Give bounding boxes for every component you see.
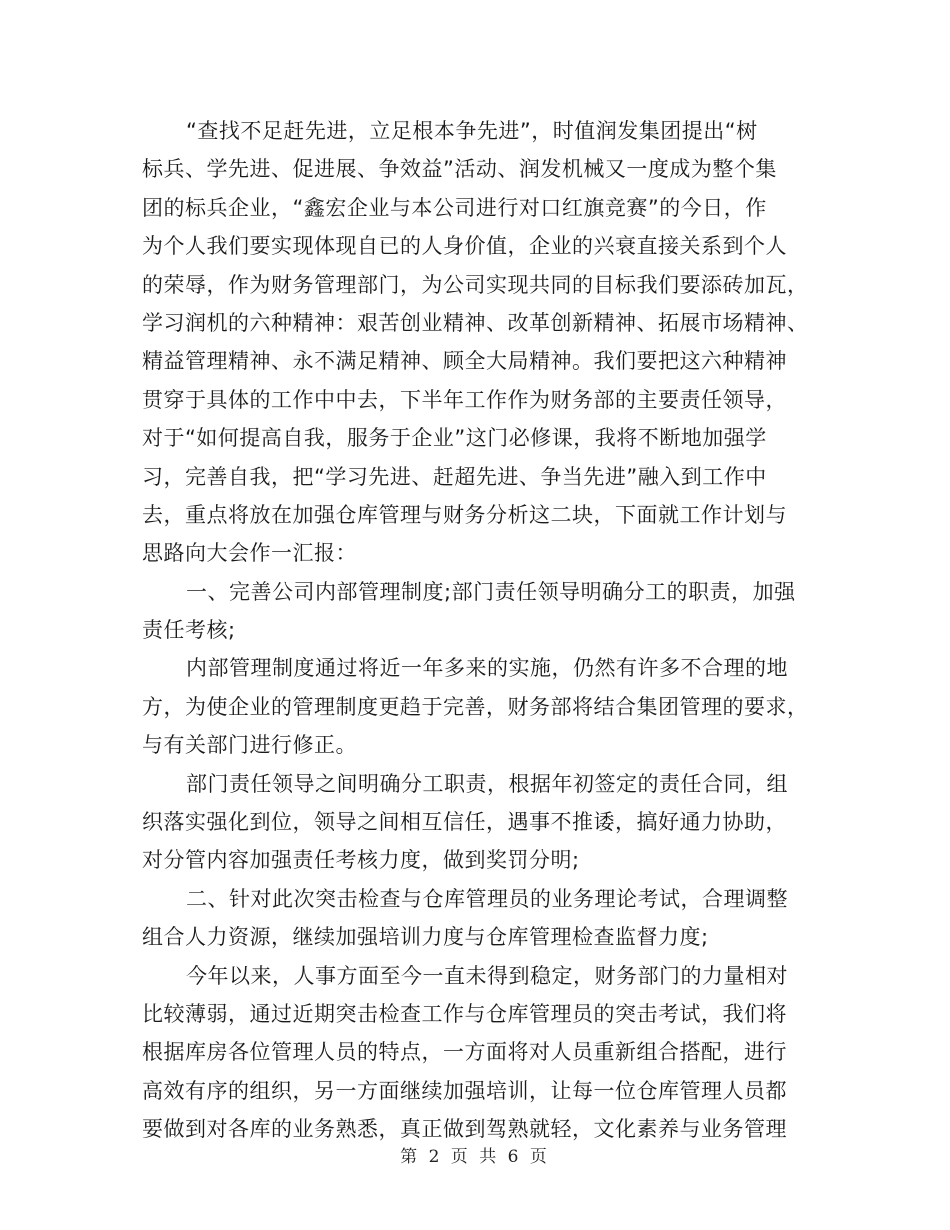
text-line: 二、针对此次突击检查与仓库管理员的业务理论考试，合理调整 [186, 886, 788, 911]
text-line: 要做到对各库的业务熟悉，真正做到驾熟就轻，文化素养与业务管理 [142, 1117, 787, 1142]
text-line: 的荣辱，作为财务管理部门，为公司实现共同的目标我们要添砖加瓦， [142, 272, 809, 297]
text-line: “查找不足赶先进，立足根本争先进”，时值润发集团提出“树 [186, 119, 758, 143]
text-line: 去，重点将放在加强仓库管理与财务分析这二块，下面就工作计划与 [142, 502, 787, 527]
text-line: 部门责任领导之间明确分工职责，根据年初签定的责任合同，组 [186, 771, 788, 796]
text-line: 思路向大会作一汇报： [142, 541, 357, 566]
text-line: 对于“如何提高自我，服务于企业”这门必修课，我将不断地加强学 [142, 426, 767, 451]
text-line: 标兵、学先进、促进展、争效益”活动、润发机械又一度成为整个集 [142, 157, 777, 182]
page-number-footer: 第 2 页 共 6 页 [400, 1147, 550, 1167]
text-line: 根据库房各位管理人员的特点，一方面将对人员重新组合搭配，进行 [142, 1040, 787, 1065]
text-line: 高效有序的组织，另一方面继续加强培训，让每一位仓库管理人员都 [142, 1078, 787, 1103]
text-line: 责任考核; [142, 618, 236, 643]
text-line: 今年以来，人事方面至今一直未得到稳定，财务部门的力量相对 [186, 963, 788, 988]
text-line: 为个人我们要实现体现自已的人身价值，企业的兴衰直接关系到个人 [142, 234, 787, 259]
text-line: 一、完善公司内部管理制度;部门责任领导明确分工的职责，加强 [186, 579, 796, 604]
text-line: 贯穿于具体的工作中中去，下半年工作作为财务部的主要责任领导， [142, 387, 787, 412]
text-line: 精益管理精神、永不满足精神、顾全大局精神。我们要把这六种精神 [142, 349, 787, 374]
text-line: 学习润机的六种精神：艰苦创业精神、改革创新精神、拓展市场精神、 [142, 310, 809, 335]
text-line: 团的标兵企业，“鑫宏企业与本公司进行对口红旗竞赛”的今日，作 [142, 195, 767, 220]
text-line: 方，为使企业的管理制度更趋于完善，财务部将结合集团管理的要求， [142, 694, 809, 719]
text-line: 对分管内容加强责任考核力度，做到奖罚分明; [142, 848, 580, 873]
body-text [142, 112, 814, 1149]
text-line: 与有关部门进行修正。 [142, 733, 357, 758]
text-line: 习，完善自我，把“学习先进、赶超先进、争当先进”融入到工作中 [142, 464, 767, 489]
text-line: 织落实强化到位，领导之间相互信任，遇事不推诿，搞好通力协助， [142, 810, 787, 835]
text-line: 内部管理制度通过将近一年多来的实施，仍然有许多不合理的地 [186, 656, 788, 681]
text-line: 比较薄弱，通过近期突击检查工作与仓库管理员的突击考试，我们将 [142, 1001, 787, 1026]
text-line: 组合人力资源，继续加强培训力度与仓库管理检查监督力度; [142, 925, 709, 950]
